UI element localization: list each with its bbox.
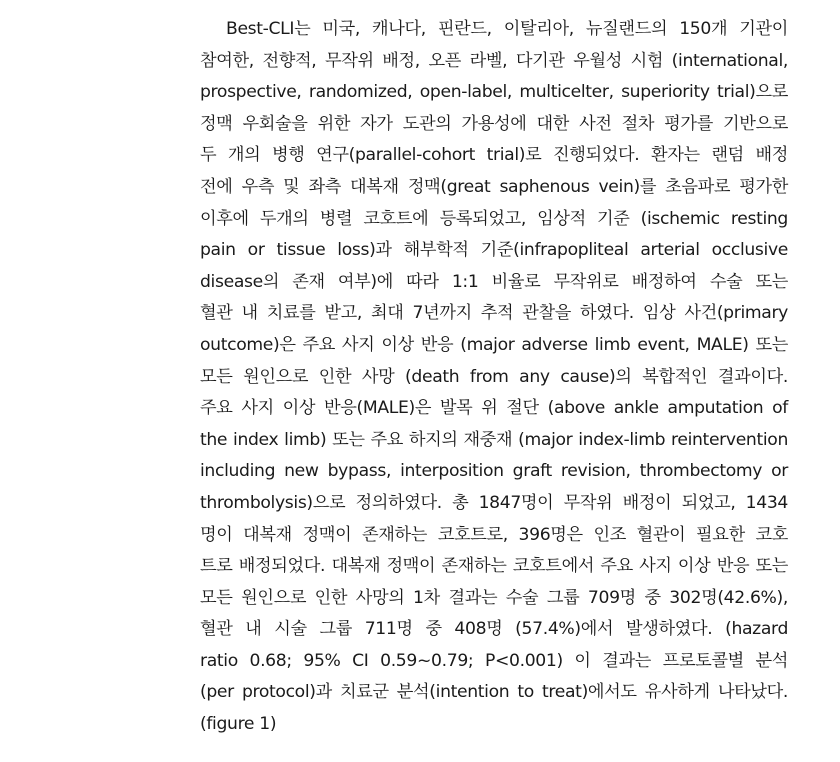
- paragraph-line: 명이 대복재 정맥이 존재하는 코호트로, 396명은 인조 혈관이 필요한 코호: [200, 524, 788, 545]
- paragraph-line: 두 개의 병행 연구(parallel-cohort trial)로 진행되었다. 환자는 랜덤 배정: [200, 145, 788, 166]
- paragraph-line: 모든 원인으로 인한 사망의 1차 결과는 수술 그룹 709명 중 302명(42.6%),: [200, 587, 788, 608]
- paragraph-line: 이후에 두개의 병렬 코호트에 등록되었고, 임상적 기준 (ischemic resting: [200, 208, 788, 229]
- paragraph-line: the index limb) 또는 주요 하지의 재중재 (major index-limb reintervention: [200, 429, 788, 450]
- paragraph-line: 정맥 우회술을 위한 자가 도관의 가용성에 대한 사전 절차 평가를 기반으로: [200, 113, 788, 134]
- paragraph-line: 참여한, 전향적, 무작위 배정, 오픈 라벨, 다기관 우월성 시험 (international,: [200, 50, 788, 71]
- paragraph-line: thrombolysis)으로 정의하였다. 총 1847명이 무작위 배정이 되었고, 1434: [200, 492, 788, 513]
- paragraph-line: pain or tissue loss)과 해부학적 기준(infrapopliteal arterial occlusive: [200, 240, 788, 261]
- paragraph-line: (per protocol)과 치료군 분석(intention to treat)에서도 유사하게 나타났다.: [200, 682, 788, 703]
- paragraph-line: Best-CLI는 미국, 캐나다, 핀란드, 이탈리아, 뉴질랜드의 150개 기관이: [226, 19, 788, 39]
- paragraph-line: 혈관 내 치료를 받고, 최대 7년까지 추적 관찰을 하였다. 임상 사건(primary: [200, 303, 788, 324]
- paragraph-line: 트로 배정되었다. 대복재 정맥이 존재하는 코호트에서 주요 사지 이상 반응 또는: [200, 556, 788, 577]
- paragraph-line: 혈관 내 시술 그룹 711명 중 408명 (57.4%)에서 발생하였다. (hazard: [200, 619, 788, 640]
- paragraph-line: outcome)은 주요 사지 이상 반응 (major adverse limb event, MALE) 또는: [200, 334, 788, 355]
- paragraph-line: 모든 원인으로 인한 사망 (death from any cause)의 복합적인 결과이다.: [200, 366, 788, 387]
- article-paragraph: [200, 14, 788, 741]
- paragraph-line: ratio 0.68; 95% CI 0.59~0.79; P<0.001) 이 결과는 프로토콜별 분석: [200, 650, 788, 671]
- figure-reference: (figure 1): [200, 714, 277, 735]
- paragraph-line: 주요 사지 이상 반응(MALE)은 발목 위 절단 (above ankle amputation of: [200, 398, 788, 419]
- paragraph-line: disease의 존재 여부)에 따라 1:1 비율로 무작위로 배정하여 수술 또는: [200, 271, 788, 292]
- paragraph-line: prospective, randomized, open-label, multicelter, superiority trial)으로: [200, 82, 788, 103]
- paragraph-line: including new bypass, interposition graft revision, thrombectomy or: [200, 461, 788, 482]
- paragraph-line: 전에 우측 및 좌측 대복재 정맥(great saphenous vein)를 초음파로 평가한: [200, 176, 788, 197]
